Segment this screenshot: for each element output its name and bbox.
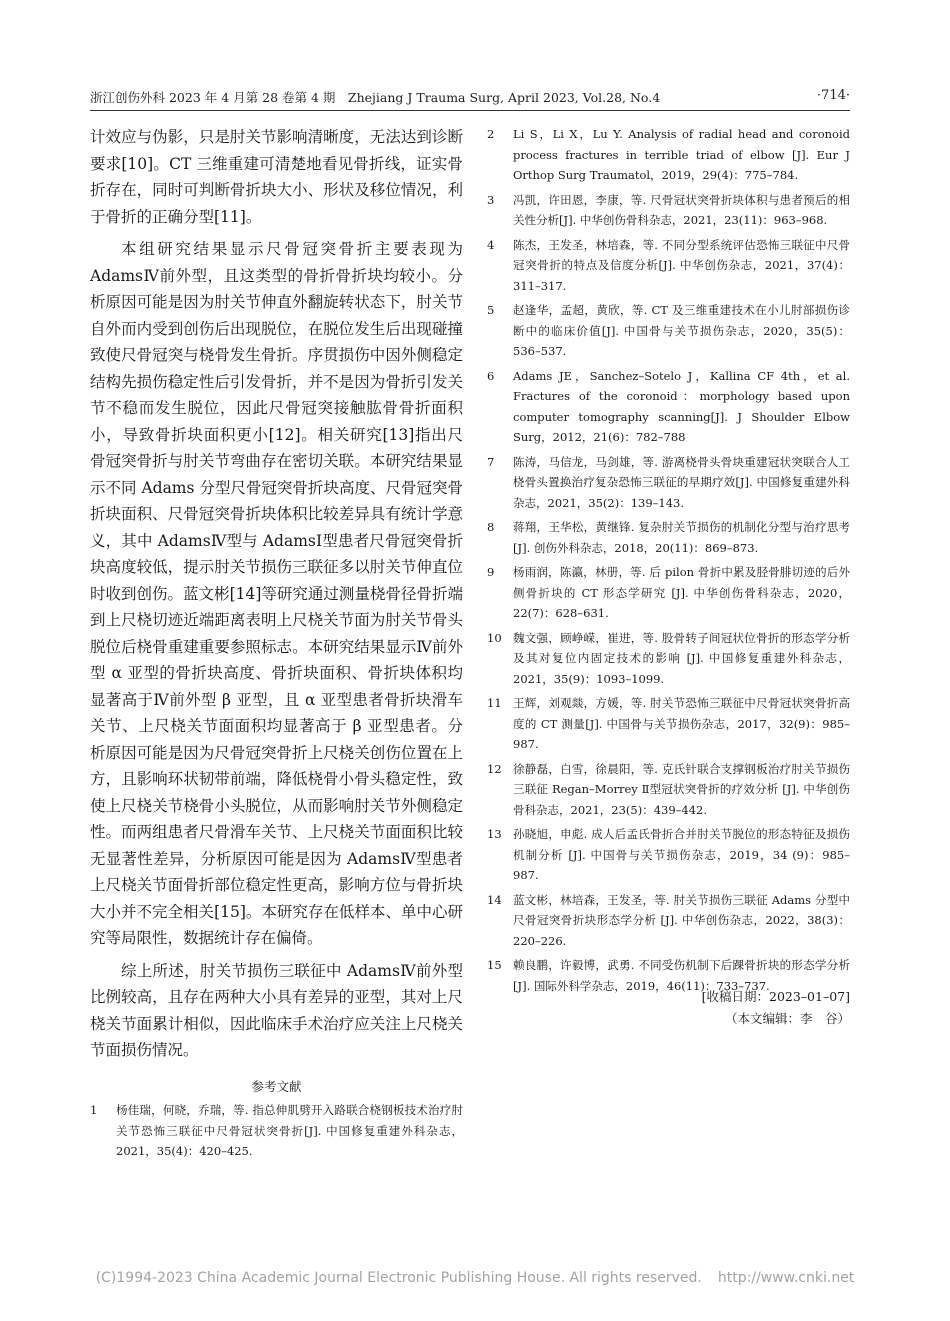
reference-item (487, 452, 850, 514)
page-number: ·714· (816, 88, 850, 103)
reference-item (487, 759, 850, 821)
reference-item (487, 517, 850, 558)
reference-text: 魏文强，顾峥嵘，崔进，等. 股骨转子间冠状位骨折的形态学分析及其对复位内固定技术的影响 [J]. 中国修复重建外科杂志，2021，35(9)：1093–1099. (513, 630, 850, 686)
reference-text: 陈涛，马信龙，马剑雄，等. 游离桡骨头骨块重建冠状突联合人工桡骨头置换治疗复杂恐怖三联征的早期疗效[J]. 中国修复重建外科杂志，2021，35(2)：139–143. (513, 454, 850, 510)
reference-item (487, 190, 850, 231)
reference-list-left (90, 1100, 463, 1166)
reference-item (487, 562, 850, 624)
copyright-footer (0, 1270, 950, 1286)
reference-text: 冯凯，许田恩，李康，等. 尺骨冠状突骨折块体积与患者预后的相关性分析[J]. 中华创伤骨科杂志，2021，23(11)：963–968. (513, 192, 850, 227)
reference-number: 12 (487, 761, 502, 776)
reference-item (487, 124, 850, 186)
reference-text: 陈杰，王发圣，林培森，等. 不同分型系统评估恐怖三联征中尺骨冠突骨折的特点及信度分析[J]. 中华创伤杂志，2021，37(4)：311–317. (513, 237, 850, 293)
paragraph-continued: 计效应与伪影，只是肘关节影响清晰度，无法达到诊断要求[10]。CT 三维重建可清楚地看见骨折线，证实骨折存在，同时可判断骨折块大小、形状及移位情况，利于骨折的正确分型[11]。 (90, 128, 463, 226)
reference-text: 徐静磊，白雪，徐晨阳，等. 克氏针联合支撑钢板治疗肘关节损伤三联征 Regan–Morrey Ⅱ型冠状突骨折的疗效分析 [J]. 中华创伤骨科杂志，2021，23(5)：439–442. (513, 761, 850, 817)
reference-number: 14 (487, 892, 502, 907)
editor-credit: （本文编辑：李 谷） (724, 1011, 850, 1026)
reference-number: 13 (487, 827, 502, 841)
reference-text: 孙晓旭，申彪. 成人后孟氏骨折合并肘关节脱位的形态特征及损伤机制分析 [J]. 中国骨与关节损伤杂志，2019，34 (9)：985–987. (513, 827, 850, 882)
reference-item (487, 890, 850, 952)
reference-number: 10 (487, 630, 502, 645)
header-divider (90, 110, 850, 111)
reference-number: 11 (487, 696, 502, 710)
reference-text: 杨佳瑞，何晓，乔瑞，等. 指总伸肌劈开入路联合桡钢板技术治疗肘关节恐怖三联征中尺骨冠状突骨折[J]. 中国修复重建外科杂志，2021，35(4)：420–425. (116, 1103, 463, 1158)
paragraph-discussion: 本组研究结果显示尺骨冠突骨折主要表现为 AdamsⅣ前外型，且这类型的骨折骨折块均较小。分析原因可能是因为肘关节伸直外翻旋转状态下，肘关节自外而内受到创伤后出现脱位，在脱位发生后出现碰撞致使尺骨冠突与桡骨发生骨折。序贯损伤中因外侧稳定结构先损伤稳定性后引发骨折，并不是因为骨折引发关节不稳而发生脱位，因此尺骨冠突接触肱骨骨折面积小，导致骨折块面积更小[12]。相关研究[13]指出尺骨冠突骨折与肘关节弯曲存在密切关联。本研究结果显示不同 Adams 分型尺骨冠突骨折块高度、尺骨冠突骨折块面积、尺骨冠突骨折块体积比较差异具有统计学意义，其中 AdamsⅣ型与 AdamsⅠ型患者尺骨冠突骨折块高度较低，提示肘关节损伤三联征多以肘关节伸直位时收到创伤。蓝文彬[14]等研究通过测量桡骨径骨折端到上尺桡切迹近端距离表明上尺桡关节面为肘关节骨头脱位后桡骨重建重要参照标志。本研究结果显示Ⅳ前外型 α 亚型的骨折块高度、骨折块面积、骨折块体积均显著高于Ⅳ前外型 β 亚型，且 α 亚型患者骨折块滑车关节、上尺桡关节面面积均显著高于 β 亚型患者。分析原因可能是因为尺骨冠突骨折上尺桡关创伤位置在上方，且影响环状韧带前端，降低桡骨小骨头稳定性，致使上尺桡关节桡骨小头脱位，从而影响肘关节外侧稳定性。而两组患者尺骨滑车关节、上尺桡关节面面积比较无显著性差异，分析原因可能是因为 AdamsⅣ型患者上尺桡关节面骨折部位稳定性更高，影响方位与骨折块大小并不完全相关[15]。本研究存在低样本、单中心研究等局限性，数据统计存在偏倚。 (90, 240, 463, 947)
reference-text: Adams JE，Sanchez–Sotelo J，Kallina CF 4th，et al. Fractures of the coronoid：morphology based upon computer tomography scanning[J]. J Shoulder Elbow Surg，2012，21(6)：782–788 (513, 368, 850, 444)
reference-number: 3 (487, 192, 495, 207)
reference-text: Li S，Li X，Lu Y. Analysis of radial head and coronoid process fractures in terrible triad of elbow [J]. Eur J Orthop Surg Traumatol，2019，29(4)：775–784. (513, 127, 850, 182)
reference-number: 4 (487, 237, 495, 252)
article-end-note (702, 986, 850, 1030)
reference-number: 6 (487, 368, 495, 383)
journal-header: 浙江创伤外科 2023 年 4 月第 28 卷第 4 期 Zhejiang J Trauma Surg, April 2023, Vol.28, No.4 (90, 90, 661, 105)
reference-number: 5 (487, 303, 495, 317)
reference-number: 9 (487, 565, 495, 579)
reference-number: 8 (487, 520, 495, 534)
reference-number: 1 (90, 1103, 98, 1117)
received-date: [收稿日期：2023–01–07] (701, 989, 850, 1004)
reference-number: 7 (487, 454, 495, 469)
reference-text: 蒋翔，王华松，黄继锋. 复杂肘关节损伤的机制化分型与治疗思考[J]. 创伤外科杂志，2018，20(11)：869–873. (513, 520, 850, 555)
reference-number: 15 (487, 958, 502, 972)
reference-item (487, 235, 850, 297)
reference-text: 赖良鹏，许毅博，武勇. 不同受伤机制下后踝骨折块的形态学分析[J]. 国际外科学杂志，2019，46(11)：733–737. (513, 958, 850, 993)
reference-item (487, 824, 850, 886)
body-text-column (90, 124, 463, 1064)
reference-item (487, 693, 850, 755)
reference-item (487, 628, 850, 690)
paragraph-conclusion: 综上所述，肘关节损伤三联征中 AdamsⅣ前外型比例较高，且存在两种大小具有差异的亚型，其对上尺桡关节面累计相似，因此临床手术治疗应关注上尺桡关节面损伤情况。 (90, 961, 463, 1059)
cnki-link[interactable]: http://www.cnki.net (717, 1270, 855, 1286)
running-header (90, 88, 850, 110)
references-heading: 参考文献 (251, 1079, 302, 1094)
reference-text: 蓝文彬，林培森，王发圣，等. 肘关节损伤三联征 Adams 分型中尺骨冠突骨折块形态学分析 [J]. 中华创伤杂志，2022，38(3)：220–226. (513, 892, 850, 948)
reference-list-right (487, 124, 850, 1000)
reference-item (487, 366, 850, 448)
reference-item (487, 300, 850, 362)
copyright-text: (C)1994-2023 China Academic Journal Electronic Publishing House. All rights reserved. (95, 1270, 702, 1286)
reference-item (90, 1100, 463, 1162)
reference-number: 2 (487, 127, 495, 141)
reference-text: 王辉，刘观燚，方媛，等. 肘关节恐怖三联征中尺骨冠状突骨折高度的 CT 测量[J]. 中国骨与关节损伤杂志，2017，32(9)：985–987. (513, 696, 850, 751)
reference-text: 赵逢华，孟超，黄欣，等. CT 及三维重建技术在小儿肘部损伤诊断中的临床价值[J]. 中国骨与关节损伤杂志，2020，35(5)：536–537. (513, 303, 850, 358)
reference-text: 杨雨润，陈瀛，林册，等. 后 pilon 骨折中累及胫骨腓切迹的后外侧骨折块的 CT 形态学研究 [J]. 中华创伤骨科杂志，2020，22(7)：628–631. (513, 565, 850, 620)
